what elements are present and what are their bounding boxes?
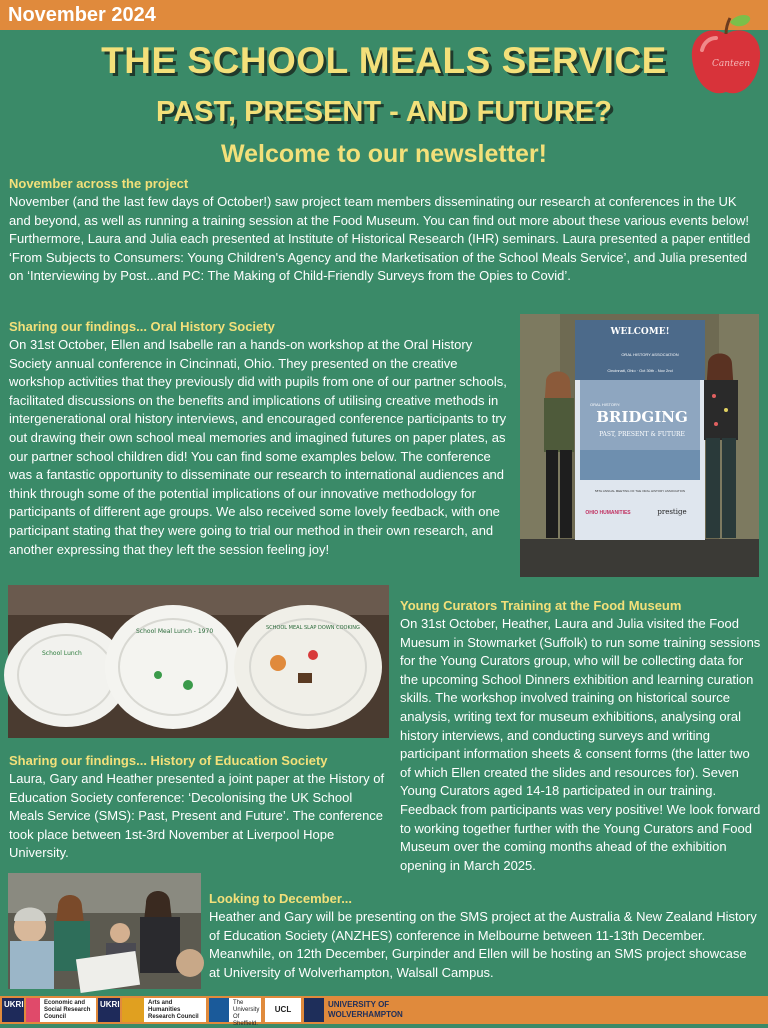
- section-body: On 31st October, Ellen and Isabelle ran a hands-on workshop at the Oral History Society annual conference in Cincinnati, Ohio. They presented on the creative workshop activities that they previously did with pupils from one of our partner schools, facilitated discussions on the benefits and implications of utilising creative methods in intergenerational oral history interviews, and encouraged conference participants to try out drawing their own school meal memories and imagined futures on paper plates, as our partner school children did! You can find some examples below. The conference was a fantastic opportunity to disseminate our research to international audiences and think through some of the potential implications of our innovative methodology for participants of different age groups. We also received some lovely feedback, with one participant stating that they were going to trial our method in their own research, and another expressing that they left the session feeling joy!: [9, 337, 507, 557]
- section-heading: November across the project: [9, 176, 189, 191]
- section-oral-history: [9, 318, 511, 559]
- plate1-text: School Lunch: [42, 650, 82, 657]
- apple-label: Canteen: [712, 59, 751, 69]
- ukri-logo-2: UKRI: [98, 998, 120, 1022]
- ukri-logo: UKRI: [2, 998, 24, 1022]
- newsletter-subtitle: PAST, PRESENT - AND FUTURE?: [156, 96, 612, 128]
- plate3-text: SCHOOL MEAL SLAP DOWN COOKING: [266, 625, 360, 631]
- section-heading: Sharing our findings... History of Education Society: [9, 753, 328, 768]
- esrc-logo: Economic and Social Research Council: [26, 998, 96, 1022]
- conference-photo: [520, 314, 759, 577]
- section-heading: Young Curators Training at the Food Museum: [400, 598, 682, 613]
- section-body: November (and the last few days of October!) saw project team members disseminating our research at conferences in the UK and beyond, as well as running a training session at the Food Museum. You can find out more about these various events below! Furthermore, Laura and Julia each presented at Institute of Historical Research (IHR) seminars. Laura presented a paper entitled ‘From Subjects to Consumers: Young Children's Agency and the Marketisation of the School Meals Service’, and Julia presented on ‘Interviewing by Post...and PC: The Making of Child-Friendly Surveys from the Opies to Covid’.: [9, 194, 751, 284]
- welcome-heading: Welcome to our newsletter!: [221, 140, 547, 168]
- plate2-text: School Meal Lunch - 1970: [136, 628, 214, 635]
- training-session-photo: [8, 873, 201, 989]
- issue-date: November 2024: [8, 4, 156, 26]
- section-heading: Looking to December...: [209, 891, 353, 906]
- section-december: [209, 890, 761, 982]
- poster-theme-big: BRIDGING: [596, 408, 688, 426]
- poster-theme-small: ORAL HISTORY:: [590, 402, 621, 407]
- newsletter-title: THE SCHOOL MEALS SERVICE: [101, 40, 667, 81]
- poster-sponsor1: OHIO HUMANITIES: [585, 510, 631, 516]
- poster-welcome: WELCOME!: [610, 327, 670, 337]
- section-young-curators: [400, 597, 762, 875]
- wolverhampton-logo: UNIVERSITY OF WOLVERHAMPTON: [304, 998, 436, 1022]
- paper-plates-photo: [8, 585, 389, 738]
- section-history-education: [9, 752, 389, 863]
- poster-org: ORAL HISTORY ASSOCIATION: [621, 352, 679, 357]
- section-heading: Sharing our findings... Oral History Society: [9, 319, 275, 334]
- poster-dates: Cincinnati, Ohio · Oct 30th - Nov 2nd: [607, 368, 673, 373]
- poster-sponsor2: prestige: [657, 508, 687, 516]
- section-body: Laura, Gary and Heather presented a joint paper at the History of Education Society conference: ‘Decolonising the UK School Meals Service (SMS): Past, Present and Future’. The conference took place between 1st-3rd November at Liverpool Hope University.: [9, 771, 385, 861]
- section-november: [9, 175, 757, 286]
- ahrc-logo: Arts and Humanities Research Council: [122, 998, 206, 1022]
- ucl-logo: UCL: [265, 998, 301, 1022]
- poster-theme-sub: PAST, PRESENT & FUTURE: [599, 431, 685, 438]
- poster-meeting: 58TH ANNUAL MEETING OF THE ORAL HISTORY ASSOCIATION: [594, 489, 686, 493]
- section-body: Heather and Gary will be presenting on the SMS project at the Australia & New Zealand History of Education Society (ANZHES) conference in Melbourne between 11-13th December. Meanwhile, on 12th December, Gurpinder and Ellen will be hosting an SMS project showcase at University of Wolverhampton, Walsall Campus.: [209, 909, 757, 980]
- sheffield-logo: The University Of Sheffield.: [209, 998, 261, 1022]
- section-body: On 31st October, Heather, Laura and Julia visited the Food Muesum in Stowmarket (Suffolk) to run some training sessions for the Young Curators group, who will be collecting data for the upcoming School Dinners exhibition and learning curation skills. The workshop involved training on historical source analysis, writing text for museum exhibitions, analysing oral history interviews, and conducting surveys and writing participant information sheets & consent forms (the latter two of which Ellen created the slides and resources for). Seven Young Curators aged 14-18 participated in our training. Feedback from participants was very positive! We look forward to working together further with the Young Curators and Food Museum over the coming months ahead of the exhibition opening in March 2025.: [400, 616, 761, 873]
